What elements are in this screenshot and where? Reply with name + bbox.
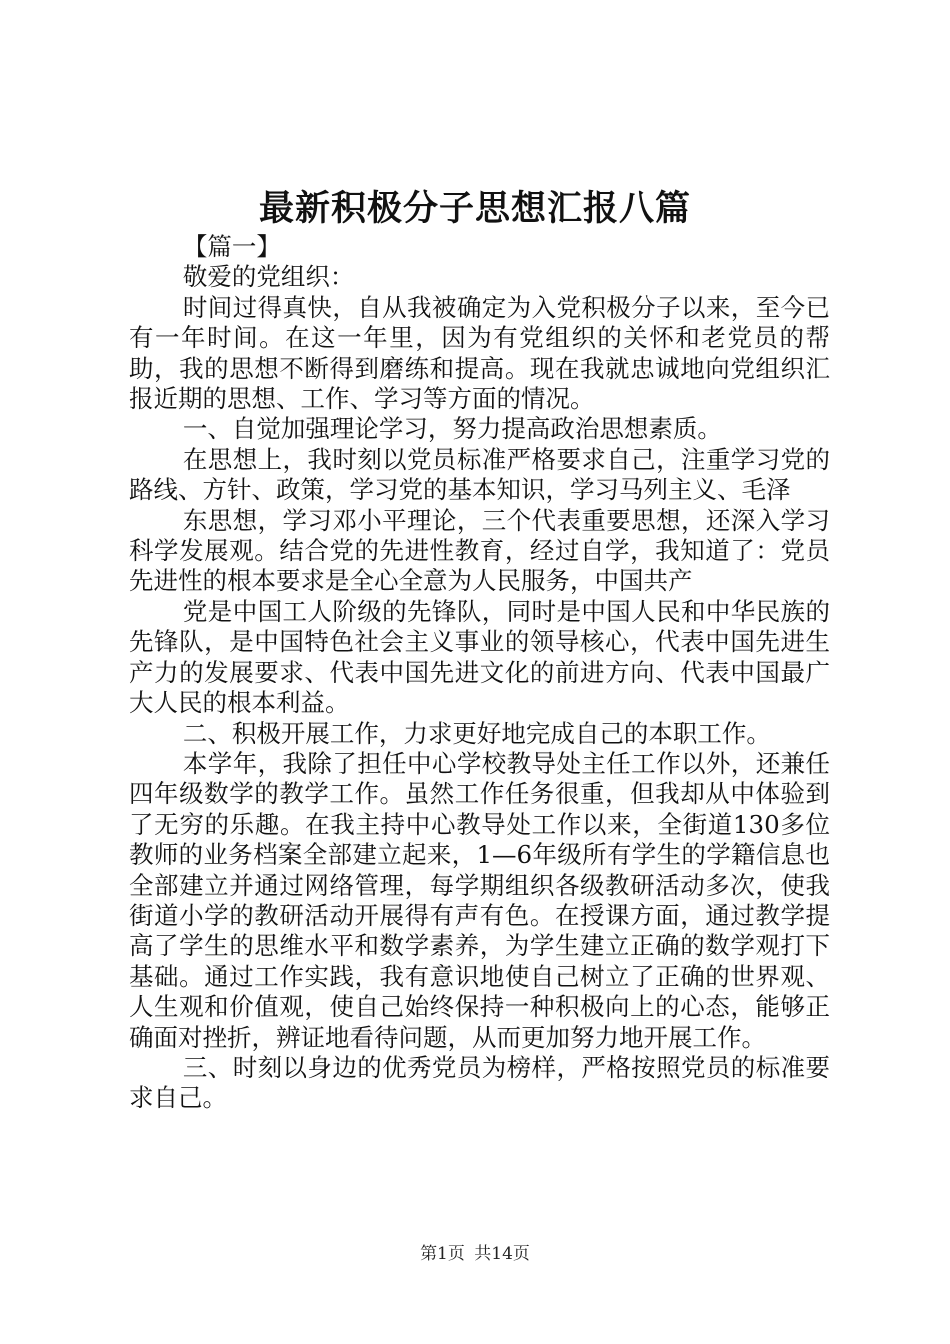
subsection-heading: 二、积极开展工作，力求更好地完成自己的本职工作。: [182, 718, 771, 748]
page-number: 第1页: [420, 1244, 465, 1264]
page-total: 共14页: [474, 1244, 530, 1264]
body-paragraph: 本学年，我除了担任中心学校教导处主任工作以外，还兼任四年级数学的教学工作。虽然工作任务很重，但我却从中体验到了无穷的乐趣。在我主持中心教导处工作以来，全街道130多位教师的业务档案全部建立起来，1—6年级所有学生的学籍信息也全部建立并通过网络管理，每学期组织各级教研活动多次，使我街道小学的教研活动开展得有声有色。在授课方面，通过教学提高了学生的思维水平和数学素养，为学生建立正确的数学观打下基础。通过工作实践，我有意识地使自己树立了正确的世界观、人生观和价值观，使自己始终保持一种积极向上的心态，能够正确面对挫折，辨证地看待问题，从而更加努力地开展工作。: [129, 748, 830, 1052]
subsection-heading: 三、时刻以身边的优秀党员为榜样，严格按照党员的标准要求自己。: [129, 1052, 830, 1113]
document-title: 最新积极分子思想汇报八篇: [258, 188, 691, 229]
body-paragraph: 东思想，学习邓小平理论，三个代表重要思想，还深入学习科学发展观。结合党的先进性教育，经过自学，我知道了：党员先进性的根本要求是全心全意为人民服务，中国共产: [129, 505, 830, 596]
document-body: [129, 232, 830, 1114]
subsection-heading: 一、自觉加强理论学习，努力提高政治思想素质。: [182, 414, 722, 444]
body-paragraph: 时间过得真快，自从我被确定为入党积极分子以来，至今已有一年时间。在这一年里，因为有党组织的关怀和老党员的帮助，我的思想不断得到磨练和提高。现在我就忠诚地向党组织汇报近期的思想、工作、学习等方面的情况。: [129, 292, 830, 414]
section-heading: 【篇一】: [182, 232, 281, 261]
body-paragraph: 党是中国工人阶级的先锋队，同时是中国人民和中华民族的先锋队，是中国特色社会主义事业的领导核心，代表中国先进生产力的发展要求、代表中国先进文化的前进方向、代表中国最广大人民的根本利益。: [129, 596, 830, 718]
page-footer: [0, 1243, 950, 1265]
body-paragraph: 在思想上，我时刻以党员标准严格要求自己，注重学习党的路线、方针、政策，学习党的基本知识，学习马列主义、毛泽: [129, 444, 830, 505]
salutation: 敬爱的党组织：: [182, 262, 355, 292]
